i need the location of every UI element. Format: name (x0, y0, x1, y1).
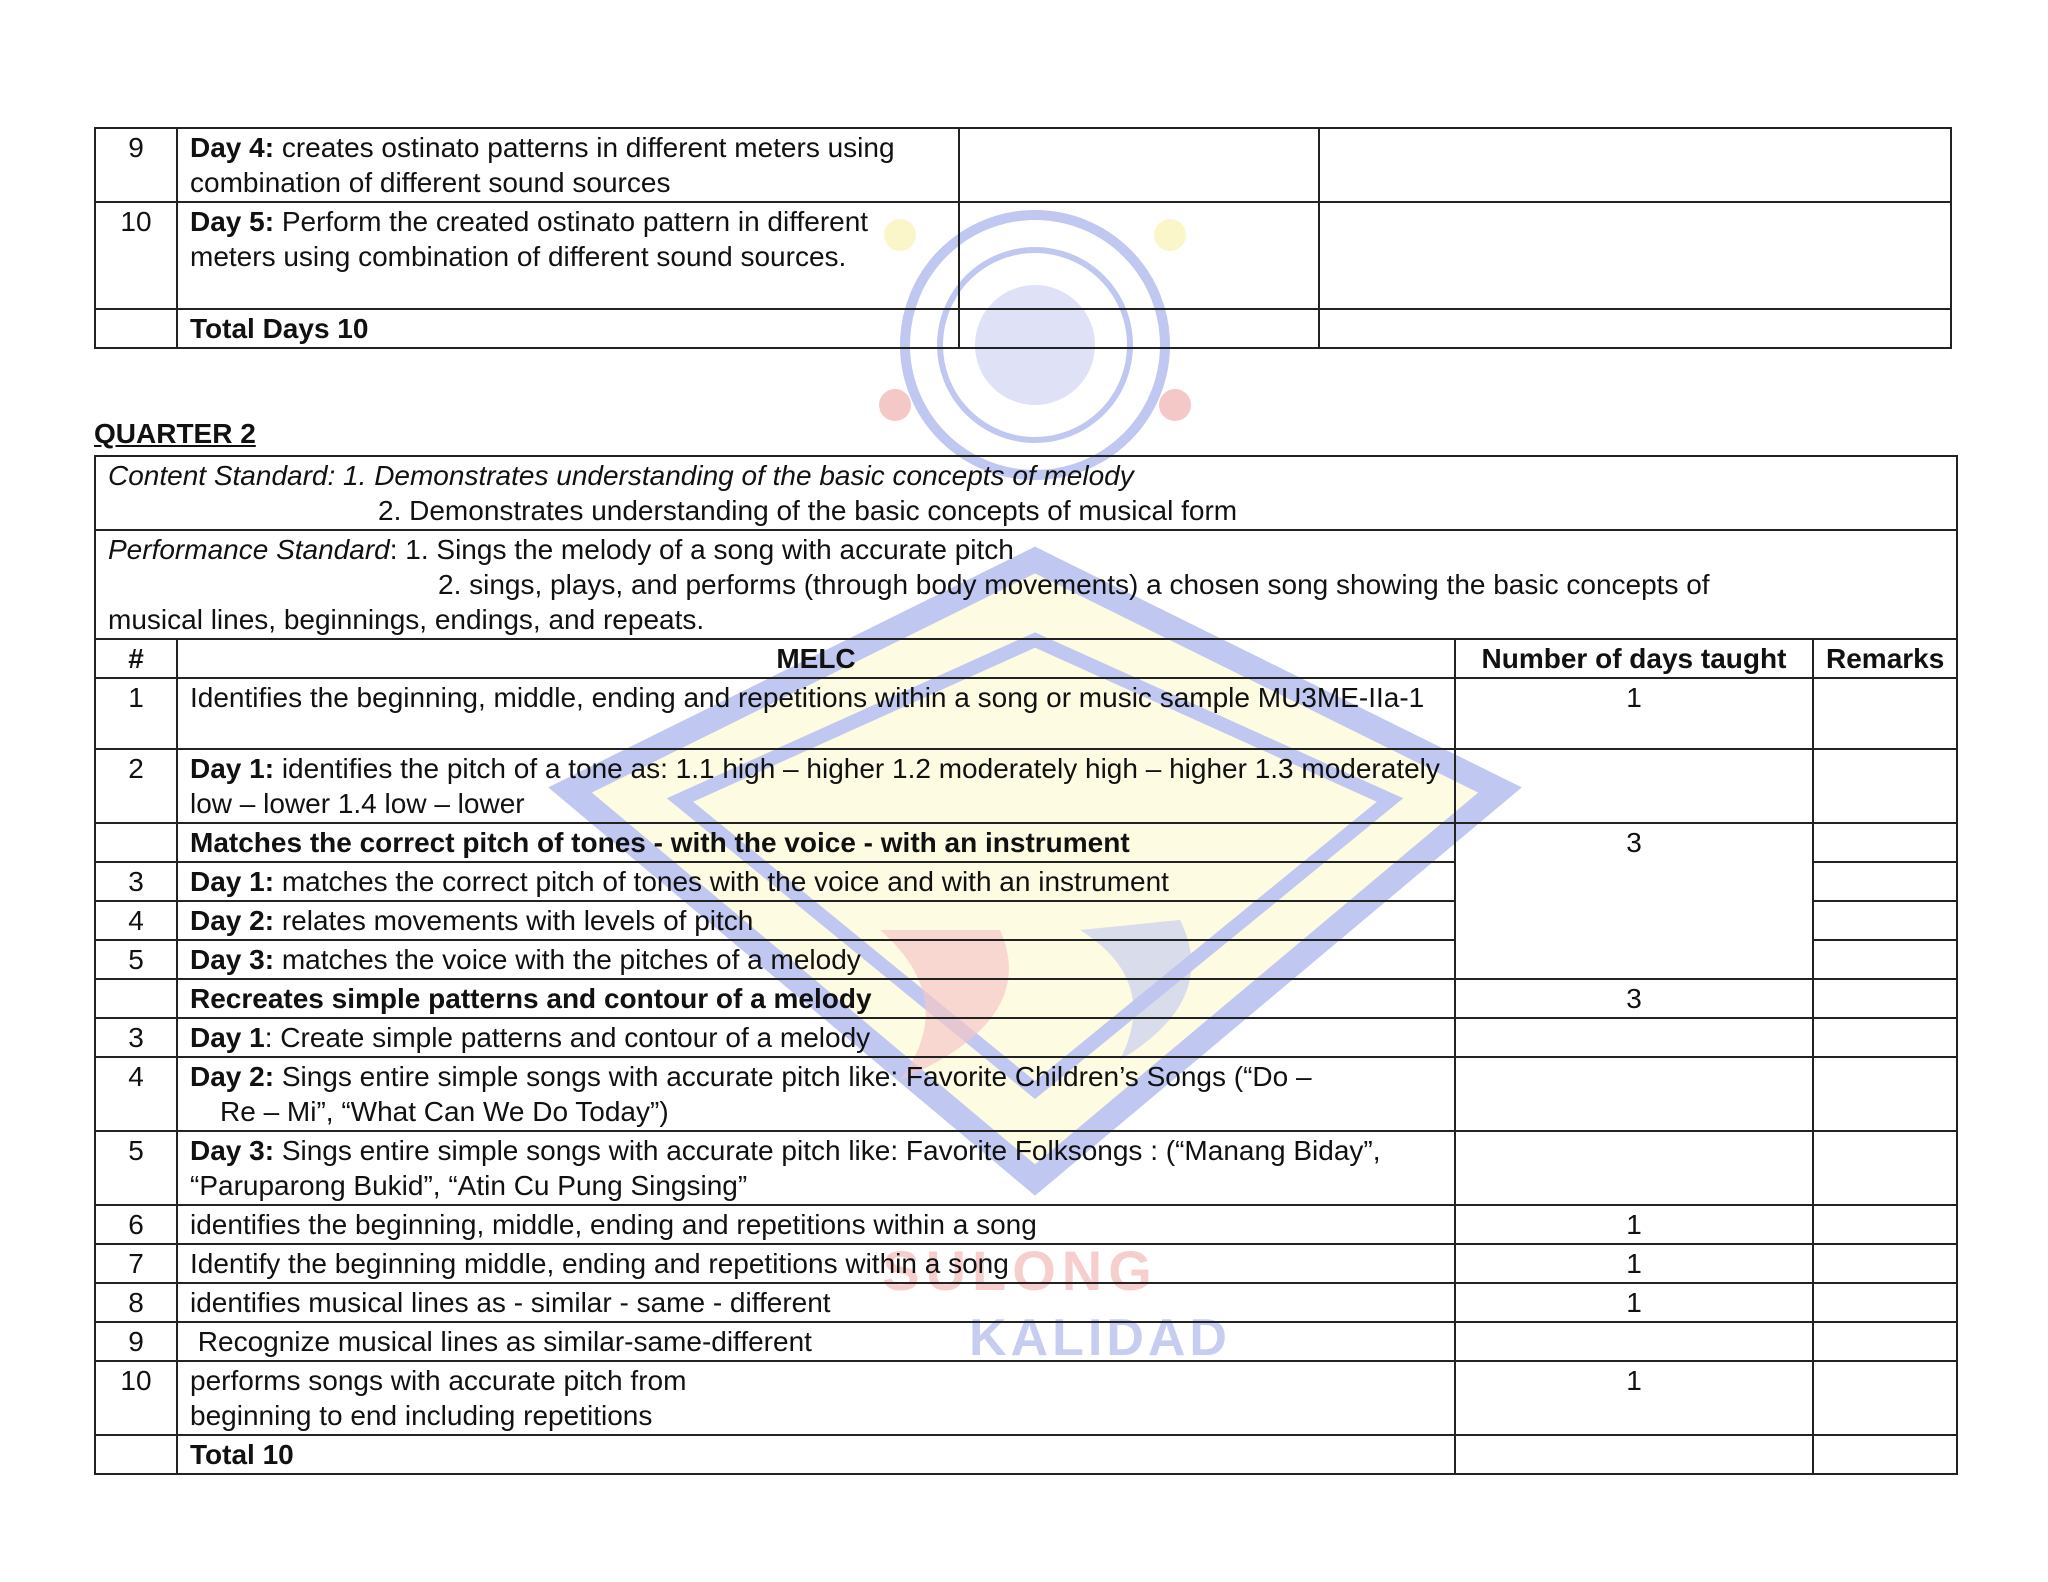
row-number: 4 (95, 1057, 177, 1131)
total-label: Total 10 (190, 1439, 294, 1470)
table-row (95, 979, 1957, 1018)
header-melc: MELC (177, 639, 1455, 678)
quarter2-title: QUARTER 2 (94, 418, 256, 449)
days-cell (1455, 1057, 1813, 1131)
performance-standard-cell (95, 530, 1957, 639)
row-number: 3 (95, 862, 177, 901)
remarks-cell (1319, 128, 1951, 202)
melc-cell (177, 1131, 1455, 1205)
table-row (95, 1283, 1957, 1322)
day-label: Day 3: (190, 1135, 275, 1166)
table-row (95, 1131, 1957, 1205)
table-row (95, 1244, 1957, 1283)
melc-text: Sings entire simple songs with accurate pitch like: Favorite Folksongs : (“Manang Biday”, “Paruparong Bukid”, “Atin Cu Pung Singsing” (190, 1135, 1381, 1201)
melc-cell (177, 128, 959, 202)
remarks-cell (1813, 1205, 1957, 1244)
remarks-cell (1813, 1322, 1957, 1361)
melc-cell (177, 1361, 1455, 1435)
total-cell (177, 309, 959, 348)
melc-group-heading (177, 823, 1455, 862)
days-value: 1 (1455, 678, 1813, 749)
performance-standard-label: Performance Standard (108, 534, 390, 565)
melc-cell (177, 1057, 1455, 1131)
day-label: Day 1 (190, 1022, 265, 1053)
melc-text: Identify the beginning middle, ending and repetitions within a song (177, 1244, 1455, 1283)
melc-text: matches the voice with the pitches of a melody (274, 944, 861, 975)
days-cell (959, 202, 1319, 309)
row-number (95, 1435, 177, 1474)
melc-text: relates movements with levels of pitch (274, 905, 754, 936)
performance-standard-line2: 2. sings, plays, and performs (through body movements) a chosen song showing the basic concepts of (438, 569, 1710, 600)
remarks-cell (1813, 940, 1957, 979)
days-cell (1455, 1131, 1813, 1205)
quarter1-continuation-table (94, 127, 1952, 349)
table-row (95, 1361, 1957, 1435)
content-standard-cell (95, 456, 1957, 530)
table-header-row (95, 639, 1957, 678)
watermark-sulong: SULONG (882, 1239, 1158, 1302)
row-number: 6 (95, 1205, 177, 1244)
melc-text: Sings entire simple songs with accurate pitch like: Favorite Children’s Songs (“Do – (274, 1061, 1312, 1092)
melc-text: : Create simple patterns and contour of a melody (264, 1022, 871, 1053)
table-row (95, 202, 1951, 309)
melc-group-heading (177, 979, 1455, 1018)
days-cell (1455, 1322, 1813, 1361)
melc-text: performs songs with accurate pitch from (190, 1365, 687, 1396)
days-cell (1455, 749, 1813, 823)
melc-text: Identifies the beginning, middle, ending and repetitions within a song or music sample MU3ME-IIa-1 (177, 678, 1455, 749)
melc-text: Perform the created ostinato pattern in different meters using combination of different sound sources. (190, 206, 869, 272)
header-remarks: Remarks (1813, 639, 1957, 678)
remarks-cell (1813, 862, 1957, 901)
melc-cell (177, 901, 1455, 940)
remarks-cell (1813, 1244, 1957, 1283)
table-row (95, 309, 1951, 348)
melc-cell (177, 202, 959, 309)
days-cell (959, 128, 1319, 202)
table-row (95, 678, 1957, 749)
watermark-kalidad: KALIDAD (969, 1309, 1231, 1367)
remarks-cell (1813, 1018, 1957, 1057)
days-value: 3 (1455, 979, 1813, 1018)
day-label: Day 3: (190, 944, 275, 975)
row-number: 3 (95, 1018, 177, 1057)
melc-text-continued: beginning to end including repetitions (190, 1400, 653, 1431)
performance-standard-line3: musical lines, beginnings, endings, and repeats. (108, 604, 705, 635)
row-number: 1 (95, 678, 177, 749)
row-number: 2 (95, 749, 177, 823)
row-number: 7 (95, 1244, 177, 1283)
melc-text: identifies musical lines as - similar - same - different (177, 1283, 1455, 1322)
melc-cell (177, 749, 1455, 823)
table-row (95, 1057, 1957, 1131)
day-label: Day 1: (190, 866, 275, 897)
days-value: 1 (1455, 1283, 1813, 1322)
table-row (95, 1435, 1957, 1474)
melc-text: matches the correct pitch of tones with the voice and with an instrument (274, 866, 1169, 897)
days-cell (1455, 1435, 1813, 1474)
row-number: 4 (95, 901, 177, 940)
total-label: Total Days 10 (190, 313, 369, 344)
performance-standard-line1: : 1. Sings the melody of a song with accurate pitch (389, 534, 1014, 565)
melc-cell (177, 1018, 1455, 1057)
total-cell (177, 1435, 1455, 1474)
content-standard-label: Content Standard: (108, 460, 336, 491)
days-value: 1 (1455, 1244, 1813, 1283)
content-standard-line1: 1. Demonstrates understanding of the basic concepts of melody (335, 460, 1134, 491)
row-number: 9 (95, 1322, 177, 1361)
row-number: 5 (95, 940, 177, 979)
remarks-cell (1319, 202, 1951, 309)
row-number: 10 (95, 202, 177, 309)
melc-text-continued: Re – Mi”, “What Can We Do Today”) (220, 1096, 669, 1127)
table-row (95, 1205, 1957, 1244)
content-standard-row (95, 456, 1957, 530)
remarks-cell (1813, 1057, 1957, 1131)
row-number (95, 979, 177, 1018)
day-label: Day 2: (190, 1061, 275, 1092)
days-value: 1 (1455, 1205, 1813, 1244)
remarks-cell (1813, 1435, 1957, 1474)
row-number (95, 309, 177, 348)
melc-cell (177, 940, 1455, 979)
melc-text: Recognize musical lines as similar-same-different (177, 1322, 1455, 1361)
melc-text: identifies the beginning, middle, ending and repetitions within a song (177, 1205, 1455, 1244)
days-cell (959, 309, 1319, 348)
days-value: 3 (1455, 823, 1813, 979)
remarks-cell (1813, 979, 1957, 1018)
row-number: 8 (95, 1283, 177, 1322)
melc-group-text: Recreates simple patterns and contour of a melody (190, 983, 872, 1014)
day-label: Day 5: (190, 206, 275, 237)
remarks-cell (1319, 309, 1951, 348)
melc-text: creates ostinato patterns in different meters using combination of different sound sources (190, 132, 895, 198)
table-row (95, 823, 1957, 862)
remarks-cell (1813, 901, 1957, 940)
remarks-cell (1813, 678, 1957, 749)
row-number (95, 823, 177, 862)
remarks-cell (1813, 823, 1957, 862)
days-cell (1455, 1018, 1813, 1057)
remarks-cell (1813, 1131, 1957, 1205)
table-row (95, 1322, 1957, 1361)
table-row (95, 128, 1951, 202)
melc-group-text: Matches the correct pitch of tones - with the voice - with an instrument (190, 827, 1130, 858)
row-number: 9 (95, 128, 177, 202)
row-number: 10 (95, 1361, 177, 1435)
day-label: Day 1: (190, 753, 275, 784)
melc-text: identifies the pitch of a tone as: 1.1 high – higher 1.2 moderately high – higher 1.3 moderately low – lower 1.4 low – lower (190, 753, 1440, 819)
remarks-cell (1813, 1283, 1957, 1322)
header-days: Number of days taught (1455, 639, 1813, 678)
content-standard-line2: 2. Demonstrates understanding of the basic concepts of musical form (378, 495, 1238, 526)
melc-cell (177, 862, 1455, 901)
remarks-cell (1813, 749, 1957, 823)
remarks-cell (1813, 1361, 1957, 1435)
day-label: Day 4: (190, 132, 275, 163)
days-value: 1 (1455, 1361, 1813, 1435)
performance-standard-row (95, 530, 1957, 639)
day-label: Day 2: (190, 905, 275, 936)
row-number: 5 (95, 1131, 177, 1205)
header-number: # (95, 639, 177, 678)
table-row (95, 1018, 1957, 1057)
quarter2-table (94, 455, 1958, 1475)
table-row (95, 749, 1957, 823)
